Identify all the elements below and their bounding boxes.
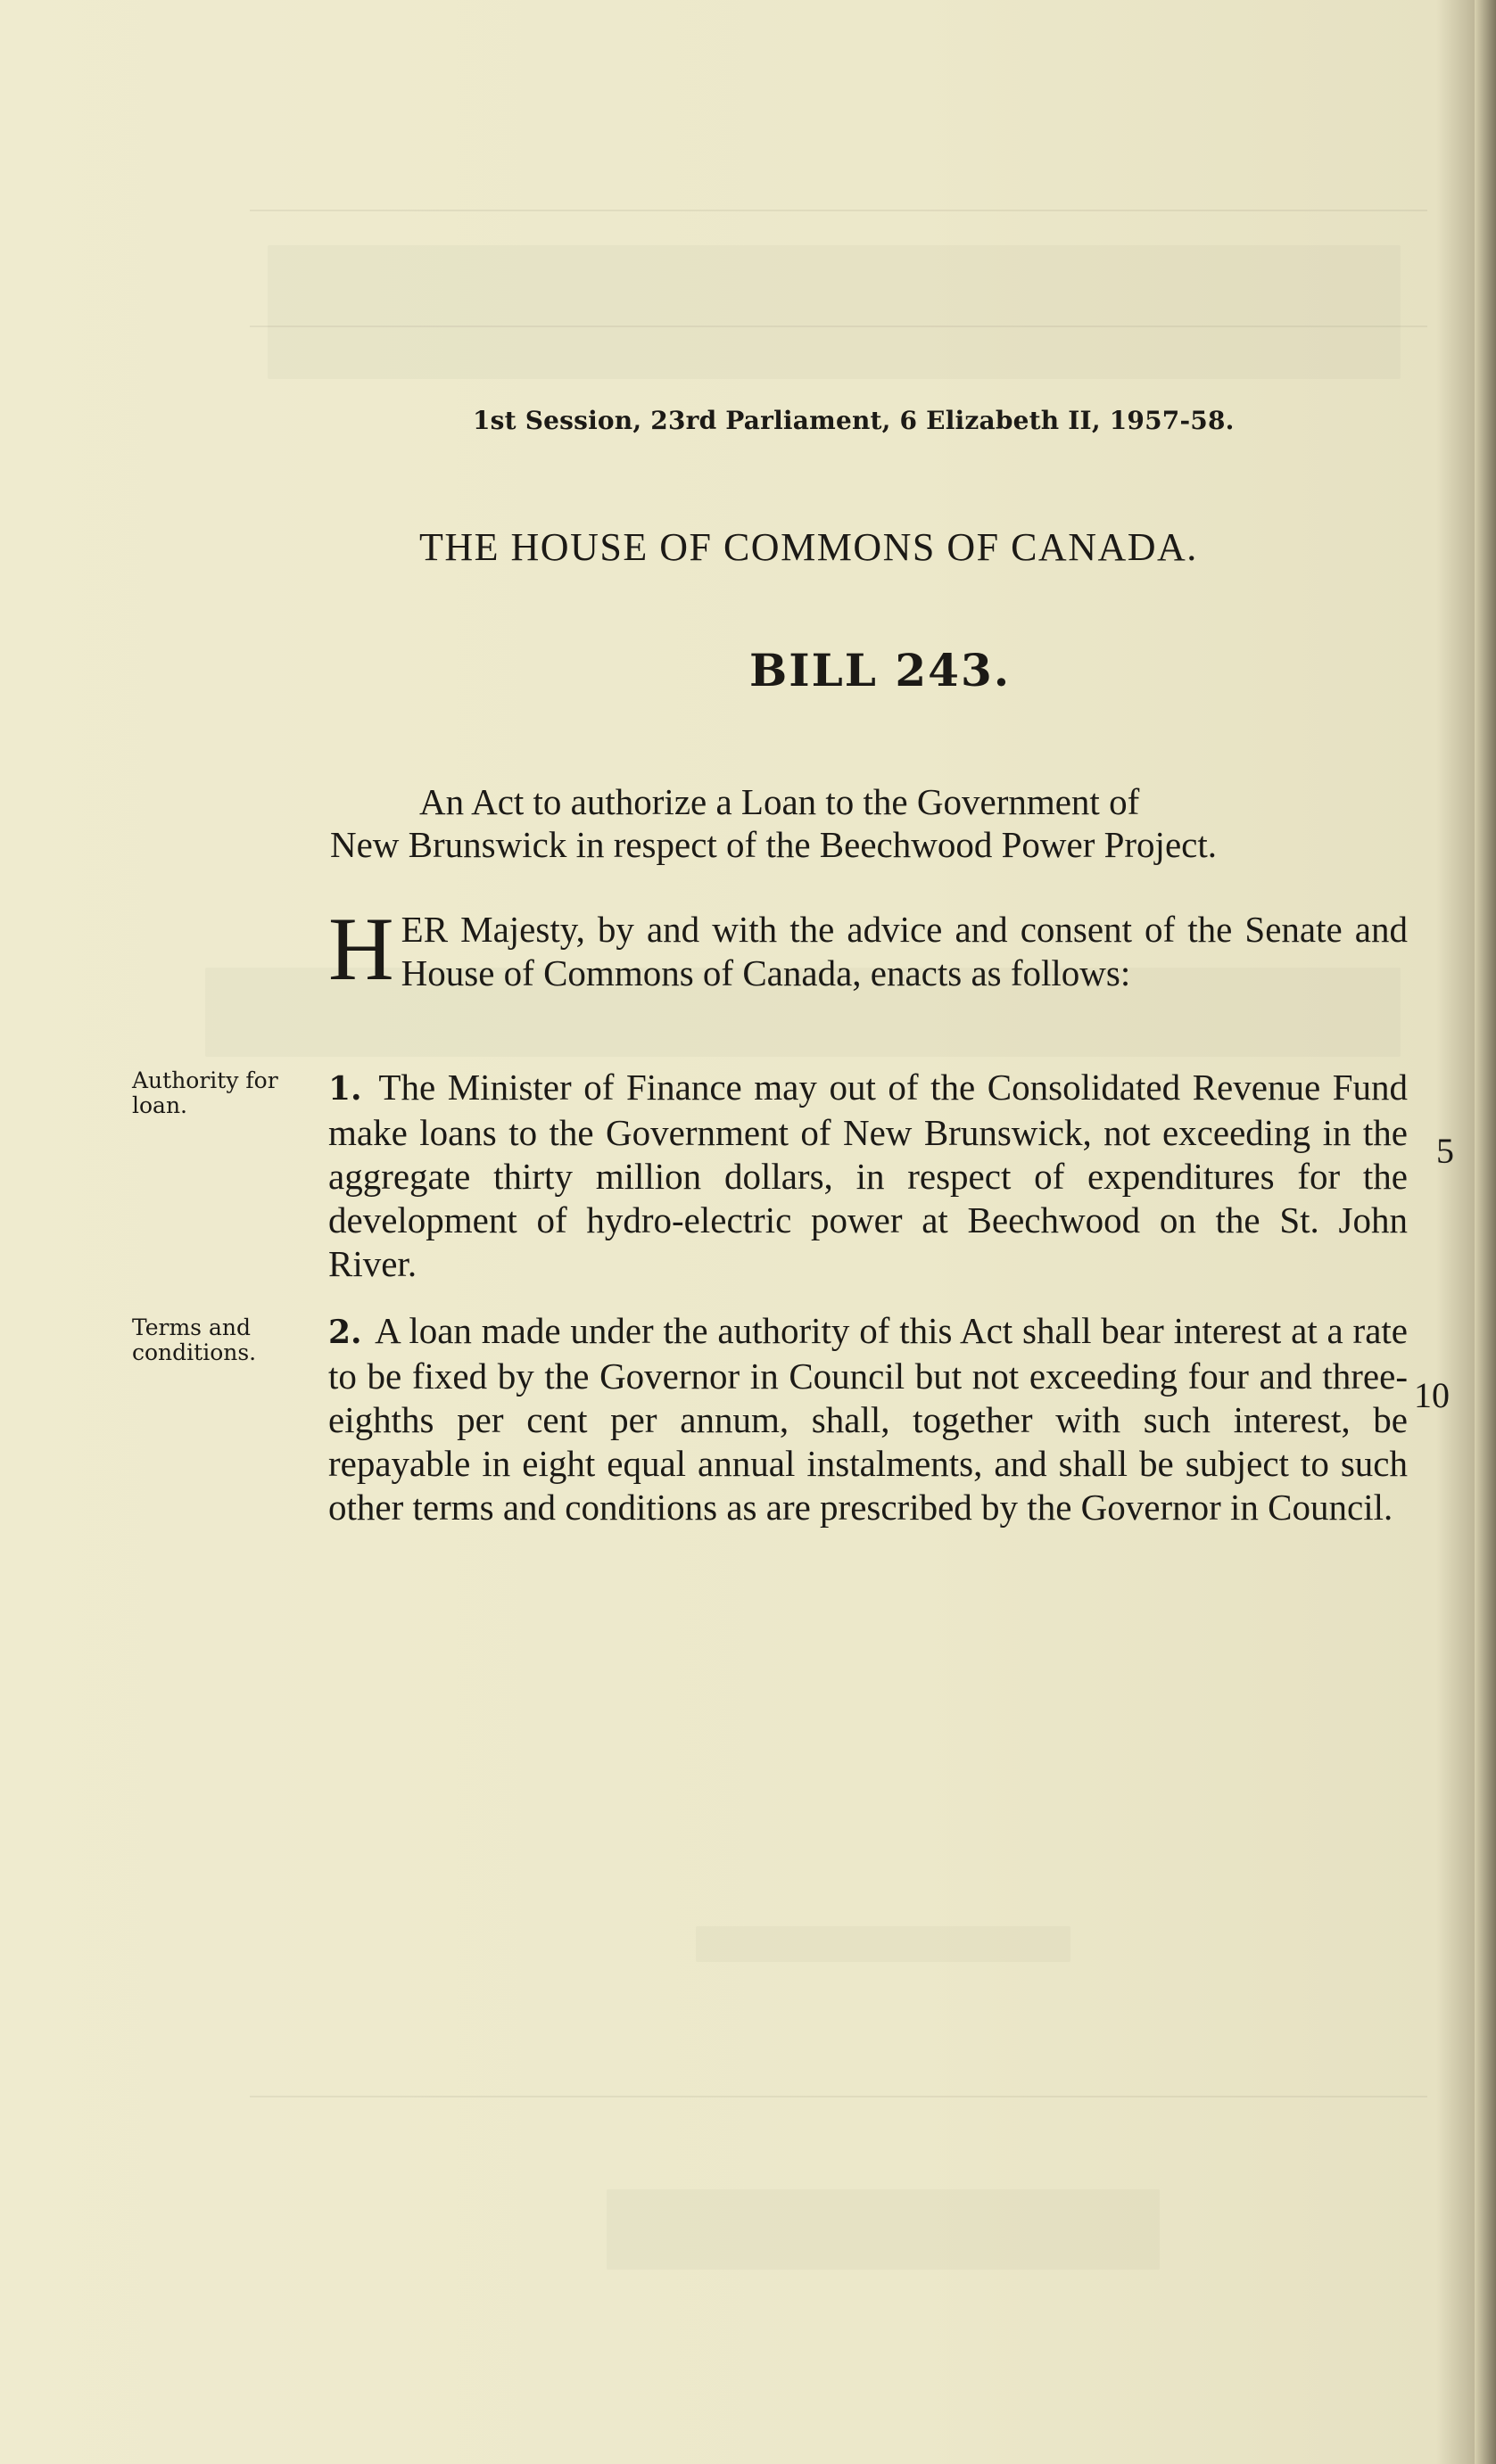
session-line: 1st Session, 23rd Parliament, 6 Elizabeth II, 1957-58.	[473, 406, 1235, 435]
enacting-text: ER Majesty, by and with the advice and consent of the Senate and House of Commons of Canada, enacts as follows:	[401, 909, 1408, 993]
section-text: A loan made under the authority of this Act shall bear interest at a rate to be fixed by the Governor in Council but not exceeding four and three-eighths per cent per annum, shall, together with such interest, be repayable in eight equal annual instalments, and shall be subject to such other terms and conditions as are prescribed by the Governor in Council.	[328, 1310, 1408, 1528]
bleed-through-text	[268, 245, 1401, 379]
bleed-through-rule	[250, 2096, 1427, 2097]
bleed-through-text	[696, 1926, 1070, 1962]
marginal-note-section-1: Authority for loan.	[132, 1067, 278, 1118]
line-number: 10	[1414, 1375, 1450, 1415]
section-number: 2.	[328, 1314, 362, 1351]
line-number: 5	[1436, 1131, 1454, 1171]
enacting-clause	[328, 899, 1408, 1000]
section-1	[328, 1066, 1408, 1286]
act-title-line-1: An Act to authorize a Loan to the Government of	[419, 781, 1140, 822]
drop-cap: H	[328, 899, 394, 1000]
marginal-note-section-2: Terms and conditions.	[132, 1314, 257, 1365]
page-edge	[1475, 0, 1496, 2464]
bill-number: BILL 243.	[749, 644, 1012, 696]
act-long-title	[330, 780, 1418, 866]
act-title-line-2: New Brunswick in respect of the Beechwood Power Project.	[330, 824, 1217, 865]
section-text: The Minister of Finance may out of the Consolidated Revenue Fund make loans to the Government of New Brunswick, not exceeding in the aggregate thirty million dollars, in respect of expenditures for the development of hydro-electric power at Beechwood on the St. John River.	[328, 1067, 1408, 1284]
bleed-through-text	[607, 2189, 1160, 2270]
section-number: 1.	[328, 1070, 362, 1108]
bleed-through-rule	[250, 210, 1427, 211]
house-title: THE HOUSE OF COMMONS OF CANADA.	[419, 525, 1198, 569]
section-2	[328, 1309, 1408, 1529]
